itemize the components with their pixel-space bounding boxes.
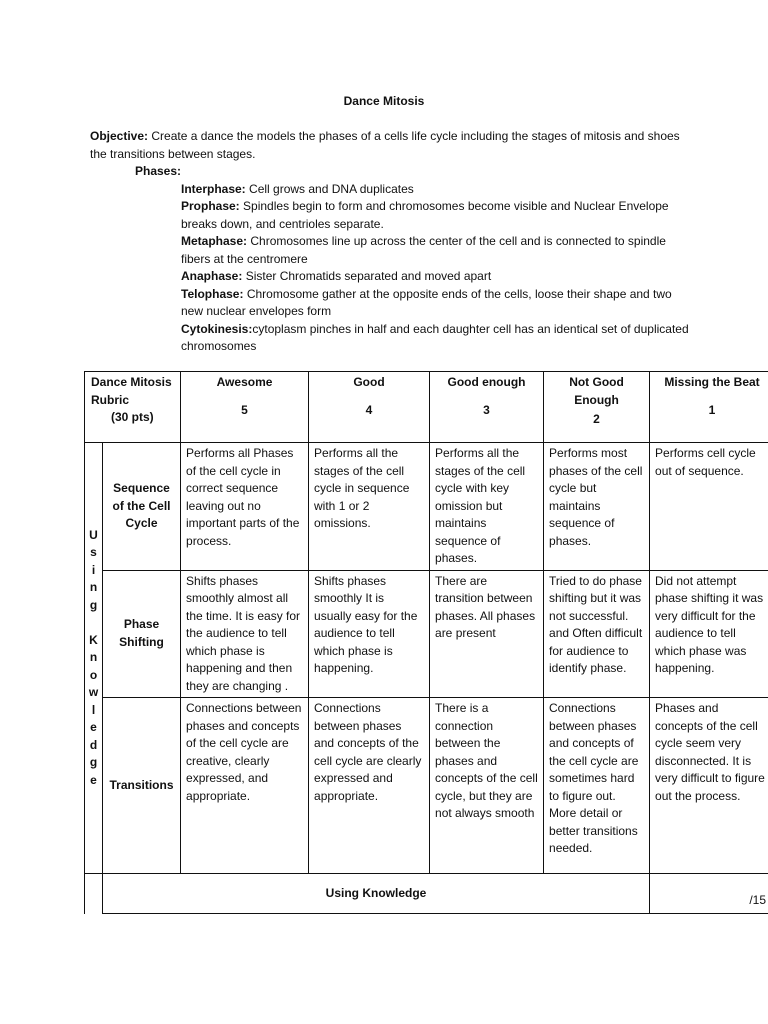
level-header-good-enough — [430, 372, 544, 443]
section-letter: e — [90, 772, 97, 787]
level-points: 5 — [241, 402, 248, 417]
level-label: Awesome — [216, 375, 273, 389]
rubric-row-transitions — [85, 698, 768, 874]
section-letter: e — [90, 720, 97, 735]
rubric-cell: Shifts phases smoothly almost all the time. It is easy for the audience to tell which phase is happening and then they are changing . — [181, 570, 309, 698]
level-label: Good — [353, 375, 385, 389]
rubric-cell: Did not attempt phase shifting it was very difficult for the audience to tell which phase was happening. — [650, 570, 768, 698]
phase-name: Telophase: — [181, 286, 244, 301]
rubric-title-line1: Dance Mitosis — [91, 375, 172, 389]
section-letter: K — [89, 632, 98, 647]
rubric-cell: Tried to do phase shifting but it was not successful. and Often difficult for audience to identify phase. — [544, 570, 650, 698]
phase-cytokinesis — [90, 321, 690, 356]
phase-text: Chromosome gather at the opposite ends of the cells, loose their shape and two new nuclear envelopes form — [181, 286, 672, 318]
level-label: Not Good Enough — [569, 375, 624, 407]
section-letter: i — [91, 562, 96, 577]
section-letter: d — [89, 737, 98, 752]
level-points: 1 — [708, 402, 716, 417]
phase-text: Cell grows and DNA duplicates — [249, 181, 414, 196]
phase-name: Prophase: — [181, 199, 240, 213]
phase-text: cytoplasm pinches in half and each daughter cell has an identical set of duplicated chromosomes — [181, 321, 689, 353]
phase-metaphase — [90, 233, 690, 268]
intro-section — [90, 128, 690, 356]
phase-prophase — [90, 198, 690, 233]
phase-text: Spindles begin to form and chromosomes become visible and Nuclear Envelope breaks down, and centrioles separate. — [181, 199, 669, 231]
phase-interphase — [90, 181, 690, 199]
criterion-sequence: Sequence of the Cell Cycle — [103, 443, 181, 571]
rubric-cell: Connections between phases and concepts of the cell cycle are creative, clearly expressed, and appropriate. — [181, 698, 309, 874]
rubric-cell: Phases and concepts of the cell cycle seem very disconnected. It is very difficult to figure out the process. — [650, 698, 768, 874]
criterion-transitions: Transitions — [103, 698, 181, 874]
level-header-good — [309, 372, 430, 443]
footer-score: /15 — [650, 874, 768, 914]
level-label: Good enough — [447, 375, 526, 389]
rubric-cell: Shifts phases smoothly It is usually easy for the audience to tell which phase is happening. — [309, 570, 430, 698]
section-letter: g — [89, 597, 98, 612]
rubric-total-points: (30 pts) — [111, 410, 154, 424]
rubric-cell: Performs most phases of the cell cycle but maintains sequence of phases. — [544, 443, 650, 571]
phase-text: Sister Chromatids separated and moved apart — [245, 269, 492, 283]
footer-spacer — [85, 874, 103, 914]
phase-name: Cytokinesis: — [181, 321, 253, 336]
rubric-cell: There is a connection between the phases and concepts of the cell cycle, but they are not always smooth — [430, 698, 544, 874]
section-letter — [85, 614, 102, 632]
section-letter: U — [89, 527, 98, 542]
level-header-not-good-enough — [544, 372, 650, 443]
rubric-cell: There are transition between phases. All phases are present — [430, 570, 544, 698]
phases-label: Phases: — [135, 164, 182, 178]
rubric-row-phase-shifting — [85, 570, 768, 698]
document-title: Dance Mitosis — [343, 94, 425, 108]
rubric-cell: Performs all Phases of the cell cycle in correct sequence leaving out no important parts of the process. — [181, 443, 309, 571]
section-letter: o — [89, 667, 98, 682]
phase-text: Chromosomes line up across the center of the cell and is connected to spindle fibers at the centromere — [181, 234, 666, 266]
section-letter: g — [89, 755, 98, 770]
level-points: 2 — [593, 412, 600, 426]
section-letter: l — [91, 702, 96, 717]
section-letter: w — [88, 685, 99, 700]
phase-telophase — [90, 286, 690, 321]
objective-paragraph — [90, 128, 690, 163]
phase-name: Interphase: — [181, 181, 246, 196]
level-header-missing-the-beat — [650, 372, 768, 443]
section-letter: n — [89, 650, 98, 665]
section-label-using-knowledge — [85, 443, 103, 874]
rubric-cell: Performs all the stages of the cell cycle in sequence with 1 or 2 omissions. — [309, 443, 430, 571]
rubric-cell: Connections between phases and concepts of the cell cycle are clearly expressed and appropriate. — [309, 698, 430, 874]
level-points: 3 — [483, 402, 490, 417]
objective-text: Create a dance the models the phases of a cells life cycle including the stages of mitosis and shoes the transitions between stages. — [90, 129, 680, 161]
objective-label: Objective: — [90, 129, 149, 143]
criterion-phase-shifting: Phase Shifting — [103, 570, 181, 698]
rubric-title-cell — [85, 372, 181, 443]
rubric-cell: Performs cell cycle out of sequence. — [650, 443, 768, 571]
footer-using-knowledge: Using Knowledge — [103, 874, 650, 914]
rubric-cell: Connections between phases and concepts of the cell cycle are sometimes hard to figure out. More detail or better transitions needed. — [544, 698, 650, 874]
level-header-awesome — [181, 372, 309, 443]
rubric-footer-row — [85, 874, 768, 914]
phase-anaphase — [90, 268, 690, 286]
phase-name: Anaphase: — [181, 269, 243, 283]
rubric-table — [84, 371, 768, 914]
level-label: Missing the Beat — [664, 375, 760, 389]
rubric-header-row — [85, 372, 768, 443]
rubric-row-sequence — [85, 443, 768, 571]
rubric-title-line2: Rubric — [91, 392, 130, 407]
section-letter: s — [90, 545, 97, 560]
level-points: 4 — [365, 402, 373, 417]
section-letter: n — [89, 580, 98, 595]
rubric-cell: Performs all the stages of the cell cycle with key omission but maintains sequence of phases. — [430, 443, 544, 571]
phase-name: Metaphase: — [181, 234, 248, 248]
